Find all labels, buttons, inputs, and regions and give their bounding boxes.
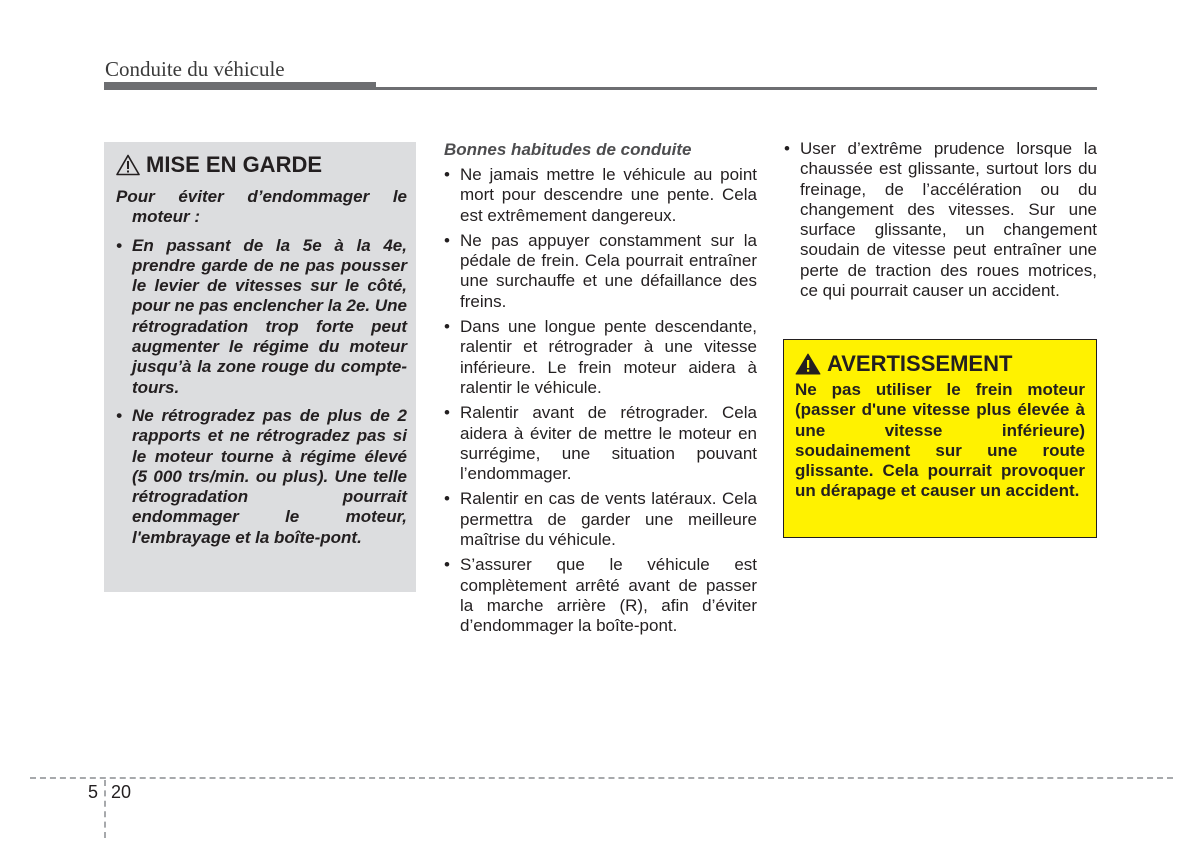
bullet-icon: • xyxy=(444,230,450,250)
warning-list-item-text: En passant de la 5e à la 4e, prendre garde de ne pas pousser le levier de vitesses sur le côté, pour ne pas enclencher la 2e. Une rétrogradation trop forte peut augmenter le régime du moteur jusqu’à la zone rouge du compte-tours. xyxy=(132,235,407,397)
list-item xyxy=(444,489,757,550)
warning-box-header xyxy=(116,151,407,179)
list-item-text: Ralentir en cas de vents latéraux. Cela permettra de garder une meilleure maîtrise du véhicule. xyxy=(460,489,757,550)
bullet-icon: • xyxy=(444,489,450,509)
caution-box xyxy=(783,339,1097,538)
bullet-icon: • xyxy=(444,555,450,575)
bullet-icon: • xyxy=(784,139,790,158)
list-item-text: Dans une longue pente descendante, ralentir et rétrograder à une vitesse inférieure. Le frein moteur aidera à ralentir le véhicule. xyxy=(460,317,757,397)
section-title: Bonnes habitudes de conduite xyxy=(444,140,692,159)
footer-vertical-divider xyxy=(104,780,106,838)
warning-list-item-text: Ne rétrogradez pas de plus de 2 rapports et ne rétrogradez pas si le moteur tourne à régime élevé (5 000 trs/min. ou plus). Une telle rétrogradation pourrait endommager le moteur, l'embrayage et la boîte-pont. xyxy=(132,405,407,547)
list-item-text: Ne jamais mettre le véhicule au point mort pour descendre une pente. Cela est extrêmement dangereux. xyxy=(460,165,757,225)
warning-box-title: MISE EN GARDE xyxy=(146,152,323,177)
list-item xyxy=(444,317,757,398)
list-item-text: S’assurer que le véhicule est complètement arrêté avant de passer la marche arrière (R), afin d’éviter d’endommager la boîte-pont. xyxy=(460,555,757,636)
caution-box-header xyxy=(795,350,1085,378)
bullet-icon: • xyxy=(444,403,450,423)
warning-triangle-icon xyxy=(116,154,140,176)
page-number: 20 xyxy=(111,782,132,802)
caution-box-text: Ne pas utiliser le frein moteur (passer d'une vitesse plus élevée à une vitesse inférieure) soudainement sur une route glissante. Cela pourrait provoquer un dérapage et causer un accident. xyxy=(795,380,1085,501)
warning-list-item xyxy=(116,236,407,398)
bullet-icon: • xyxy=(116,235,122,255)
caution-box-title: AVERTISSEMENT xyxy=(827,351,1013,376)
list-item xyxy=(784,139,1097,301)
list-item-text: Ralentir avant de rétrograder. Cela aidera à éviter de mettre le moteur en surrégime, une situation pouvant l’endommager. xyxy=(460,403,757,484)
slippery-road-section xyxy=(784,139,1097,301)
warning-box-intro: Pour éviter d’endommager le moteur : xyxy=(116,187,407,227)
list-item xyxy=(444,231,757,312)
list-item xyxy=(444,403,757,484)
warning-list-item xyxy=(116,406,407,548)
warning-triangle-filled-icon xyxy=(795,353,821,375)
list-item-text: User d’extrême prudence lorsque la chaussée est glissante, surtout lors du freinage, de l’accélération ou du changement des vitesses. Sur une surface glissante, un changement soudain de vitesse peut entraîner une perte de traction des roues motrices, ce qui pourrait causer un accident. xyxy=(800,139,1097,301)
bullet-icon: • xyxy=(444,165,450,184)
driving-habits-list xyxy=(444,165,757,637)
chapter-number: 5 xyxy=(88,782,99,802)
header-rule-thin xyxy=(376,87,1097,90)
warning-box xyxy=(104,142,416,592)
footer-divider xyxy=(30,777,1173,779)
warning-box-list xyxy=(116,236,407,548)
driving-habits-section xyxy=(444,140,757,642)
list-item xyxy=(444,555,757,636)
header-rule-thick xyxy=(104,82,376,90)
list-item-text: Ne pas appuyer constamment sur la pédale de frein. Cela pourrait entraîner une surchauffe et une défaillance des freins. xyxy=(460,230,757,311)
bullet-icon: • xyxy=(116,405,122,425)
bullet-icon: • xyxy=(444,317,450,337)
list-item xyxy=(444,165,757,226)
page-header-title: Conduite du véhicule xyxy=(105,57,285,81)
